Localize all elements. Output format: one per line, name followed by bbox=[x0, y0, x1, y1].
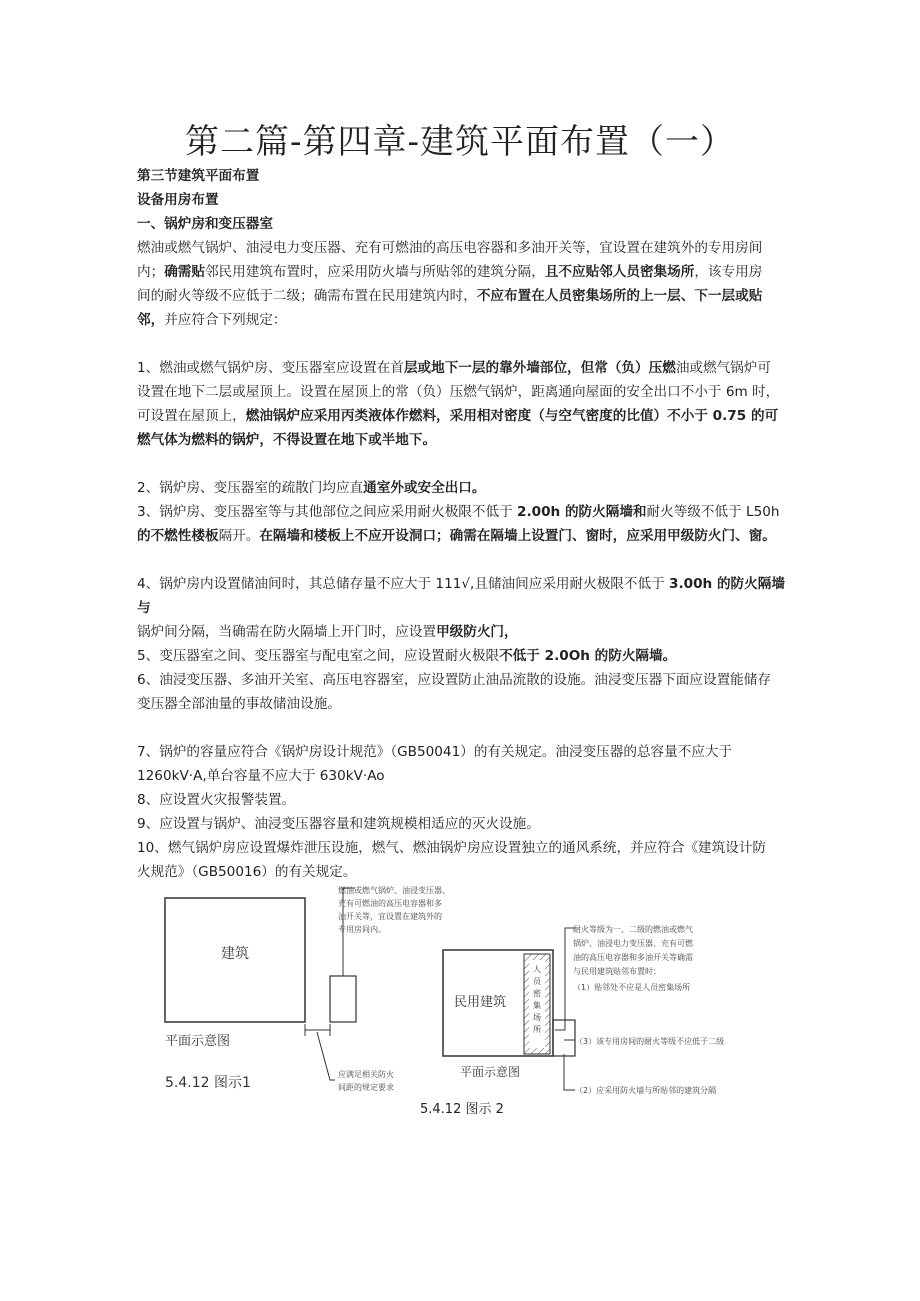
item-1-line-1: 1、燃油或燃气锅炉房、变压器室应设置在首层或地下一层的靠外墙部位，但常（负）压燃油或燃气锅炉可 bbox=[137, 360, 771, 376]
item-9: 9、应设置与锅炉、油浸变压器容量和建筑规模相适应的灭火设施。 bbox=[137, 816, 540, 832]
item-7-line-1: 7、锅炉的容量应符合《锅炉房设计规范》（GB50041）的有关规定。油浸变压器的总容量不应大于 bbox=[137, 744, 733, 760]
left-bottom-note bbox=[338, 1069, 394, 1092]
svg-text:耐火等级为一、二级的燃油或燃气: 耐火等级为一、二级的燃油或燃气 bbox=[573, 925, 693, 934]
left-top-note bbox=[338, 885, 450, 934]
equipment-room bbox=[330, 976, 356, 1022]
svg-text:人: 人 bbox=[533, 965, 541, 974]
item-5: 5、变压器室之间、变压器室与配电室之间，应设置耐火极限不低于 2.0Oh 的防火隔墙。 bbox=[137, 648, 677, 664]
svg-text:与民用建筑贴邻布置时：: 与民用建筑贴邻布置时： bbox=[573, 967, 661, 976]
left-fig-label: 5.4.12 图示1 bbox=[165, 1075, 251, 1091]
subsection-heading: 设备用房布置 bbox=[137, 192, 219, 208]
intro-line-3: 间的耐火等级不应低于二级；确需布置在民用建筑内时，不应布置在人员密集场所的上一层、下一层或贴 bbox=[137, 288, 763, 304]
heading-boiler-transformer: 一、锅炉房和变压器室 bbox=[137, 216, 273, 232]
document-body bbox=[137, 164, 797, 884]
svg-text:燃油或燃气锅炉、油浸变压器、: 燃油或燃气锅炉、油浸变压器、 bbox=[338, 886, 450, 895]
item-6-line-2: 变压器全部油量的事故储油设施。 bbox=[137, 696, 341, 712]
figure-diagram bbox=[160, 880, 780, 1120]
item-1-line-3: 可设置在屋顶上，燃油锅炉应采用丙类液体作燃料，采用相对密度（与空气密度的比值）不小于 0.75 的可 bbox=[137, 408, 779, 424]
svg-text:（1）贴邻处不应是人员密集场所: （1）贴邻处不应是人员密集场所 bbox=[573, 983, 691, 992]
page-title: 第二篇-第四章-建筑平面布置（一） bbox=[185, 122, 735, 162]
svg-text:密: 密 bbox=[533, 989, 541, 998]
civil-building-label: 民用建筑 bbox=[453, 995, 507, 1010]
svg-text:集: 集 bbox=[533, 1001, 541, 1010]
figure-caption: 5.4.12 图示 2 bbox=[420, 1102, 504, 1117]
svg-text:场: 场 bbox=[533, 1013, 541, 1022]
svg-text:间距的规定要求: 间距的规定要求 bbox=[338, 1083, 394, 1092]
right-top-note bbox=[573, 924, 694, 992]
item-4-line-2: 锅炉间分隔，当确需在防火隔墙上开门时，应设置甲级防火门， bbox=[137, 624, 518, 640]
svg-text:锅炉、油浸电力变压器、充有可燃: 锅炉、油浸电力变压器、充有可燃 bbox=[573, 939, 693, 948]
item-7-line-2: 1260kV·A,单台容量不应大于 630kV·Ao bbox=[137, 768, 385, 784]
item-6-line-1: 6、油浸变压器、多油开关室、高压电容器室，应设置防止油品流散的设施。油浸变压器下面应设置能储存 bbox=[137, 672, 771, 688]
svg-text:专用房间内。: 专用房间内。 bbox=[338, 925, 386, 934]
dedicated-room bbox=[553, 1020, 575, 1056]
svg-text:应满足相关防火: 应满足相关防火 bbox=[338, 1070, 394, 1079]
right-note-2: （2）应采用防火墙与所贴邻的建筑分隔 bbox=[575, 1086, 717, 1095]
building-label: 建筑 bbox=[221, 946, 249, 962]
item-10-line-1: 10、燃气锅炉房应设置爆炸泄压设施，燃气、燃油锅炉房应设置独立的通风系统，并应符合《建筑设计防 bbox=[137, 840, 767, 856]
svg-text:油的高压电容器和多油开关等确需: 油的高压电容器和多油开关等确需 bbox=[573, 953, 693, 962]
svg-text:油开关等，宜设置在建筑外的: 油开关等，宜设置在建筑外的 bbox=[338, 912, 442, 921]
right-note-3: （3）该专用房间的耐火等级不应低于二级 bbox=[575, 1037, 725, 1046]
item-10-line-2: 火规范》（GB50016）的有关规定。 bbox=[137, 864, 357, 880]
figure-svg bbox=[160, 880, 780, 1120]
left-plan-label: 平面示意图 bbox=[165, 1034, 231, 1049]
item-3-line-2: 的不燃性楼板隔开。在隔墙和楼板上不应开设洞口；确需在隔墙上设置门、窗时，应采用甲级防火门、窗。 bbox=[137, 528, 776, 544]
right-plan-label: 平面示意图 bbox=[460, 1065, 521, 1079]
item-4-line-1: 4、锅炉房内设置储油间时，其总储存量不应大于 111√,且储油间应采用耐火极限不低于 3.00h 的防火隔墙与 bbox=[137, 576, 785, 616]
intro-line-2: 内；确需贴邻民用建筑布置时，应采用防火墙与所贴邻的建筑分隔，且不应贴邻人员密集场所，该专用房 bbox=[137, 264, 763, 280]
svg-text:员: 员 bbox=[533, 977, 541, 986]
item-1-line-4: 燃气体为燃料的锅炉，不得设置在地下或半地下。 bbox=[137, 432, 437, 448]
svg-text:所: 所 bbox=[533, 1025, 541, 1034]
intro-line-4: 邻，并应符合下列规定： bbox=[137, 312, 287, 328]
section-heading: 第三节建筑平面布置 bbox=[137, 168, 260, 184]
item-3-line-1: 3、锅炉房、变压器室等与其他部位之间应采用耐火极限不低于 2.00h 的防火隔墙和耐火等级不低于 L50h bbox=[137, 504, 780, 520]
intro-line-1: 燃油或燃气锅炉、油浸电力变压器、充有可燃油的高压电容器和多油开关等，宜设置在建筑外的专用房间 bbox=[137, 240, 763, 256]
item-1-line-2: 设置在地下二层或屋顶上。设置在屋顶上的常（负）压燃气锅炉，距离通向屋面的安全出口不小于 6m 时， bbox=[137, 384, 780, 400]
svg-text:充有可燃油的高压电容器和多: 充有可燃油的高压电容器和多 bbox=[338, 899, 442, 908]
item-8: 8、应设置火灾报警装置。 bbox=[137, 792, 296, 808]
item-2: 2、锅炉房、变压器室的疏散门均应直通室外或安全出口。 bbox=[137, 480, 486, 496]
